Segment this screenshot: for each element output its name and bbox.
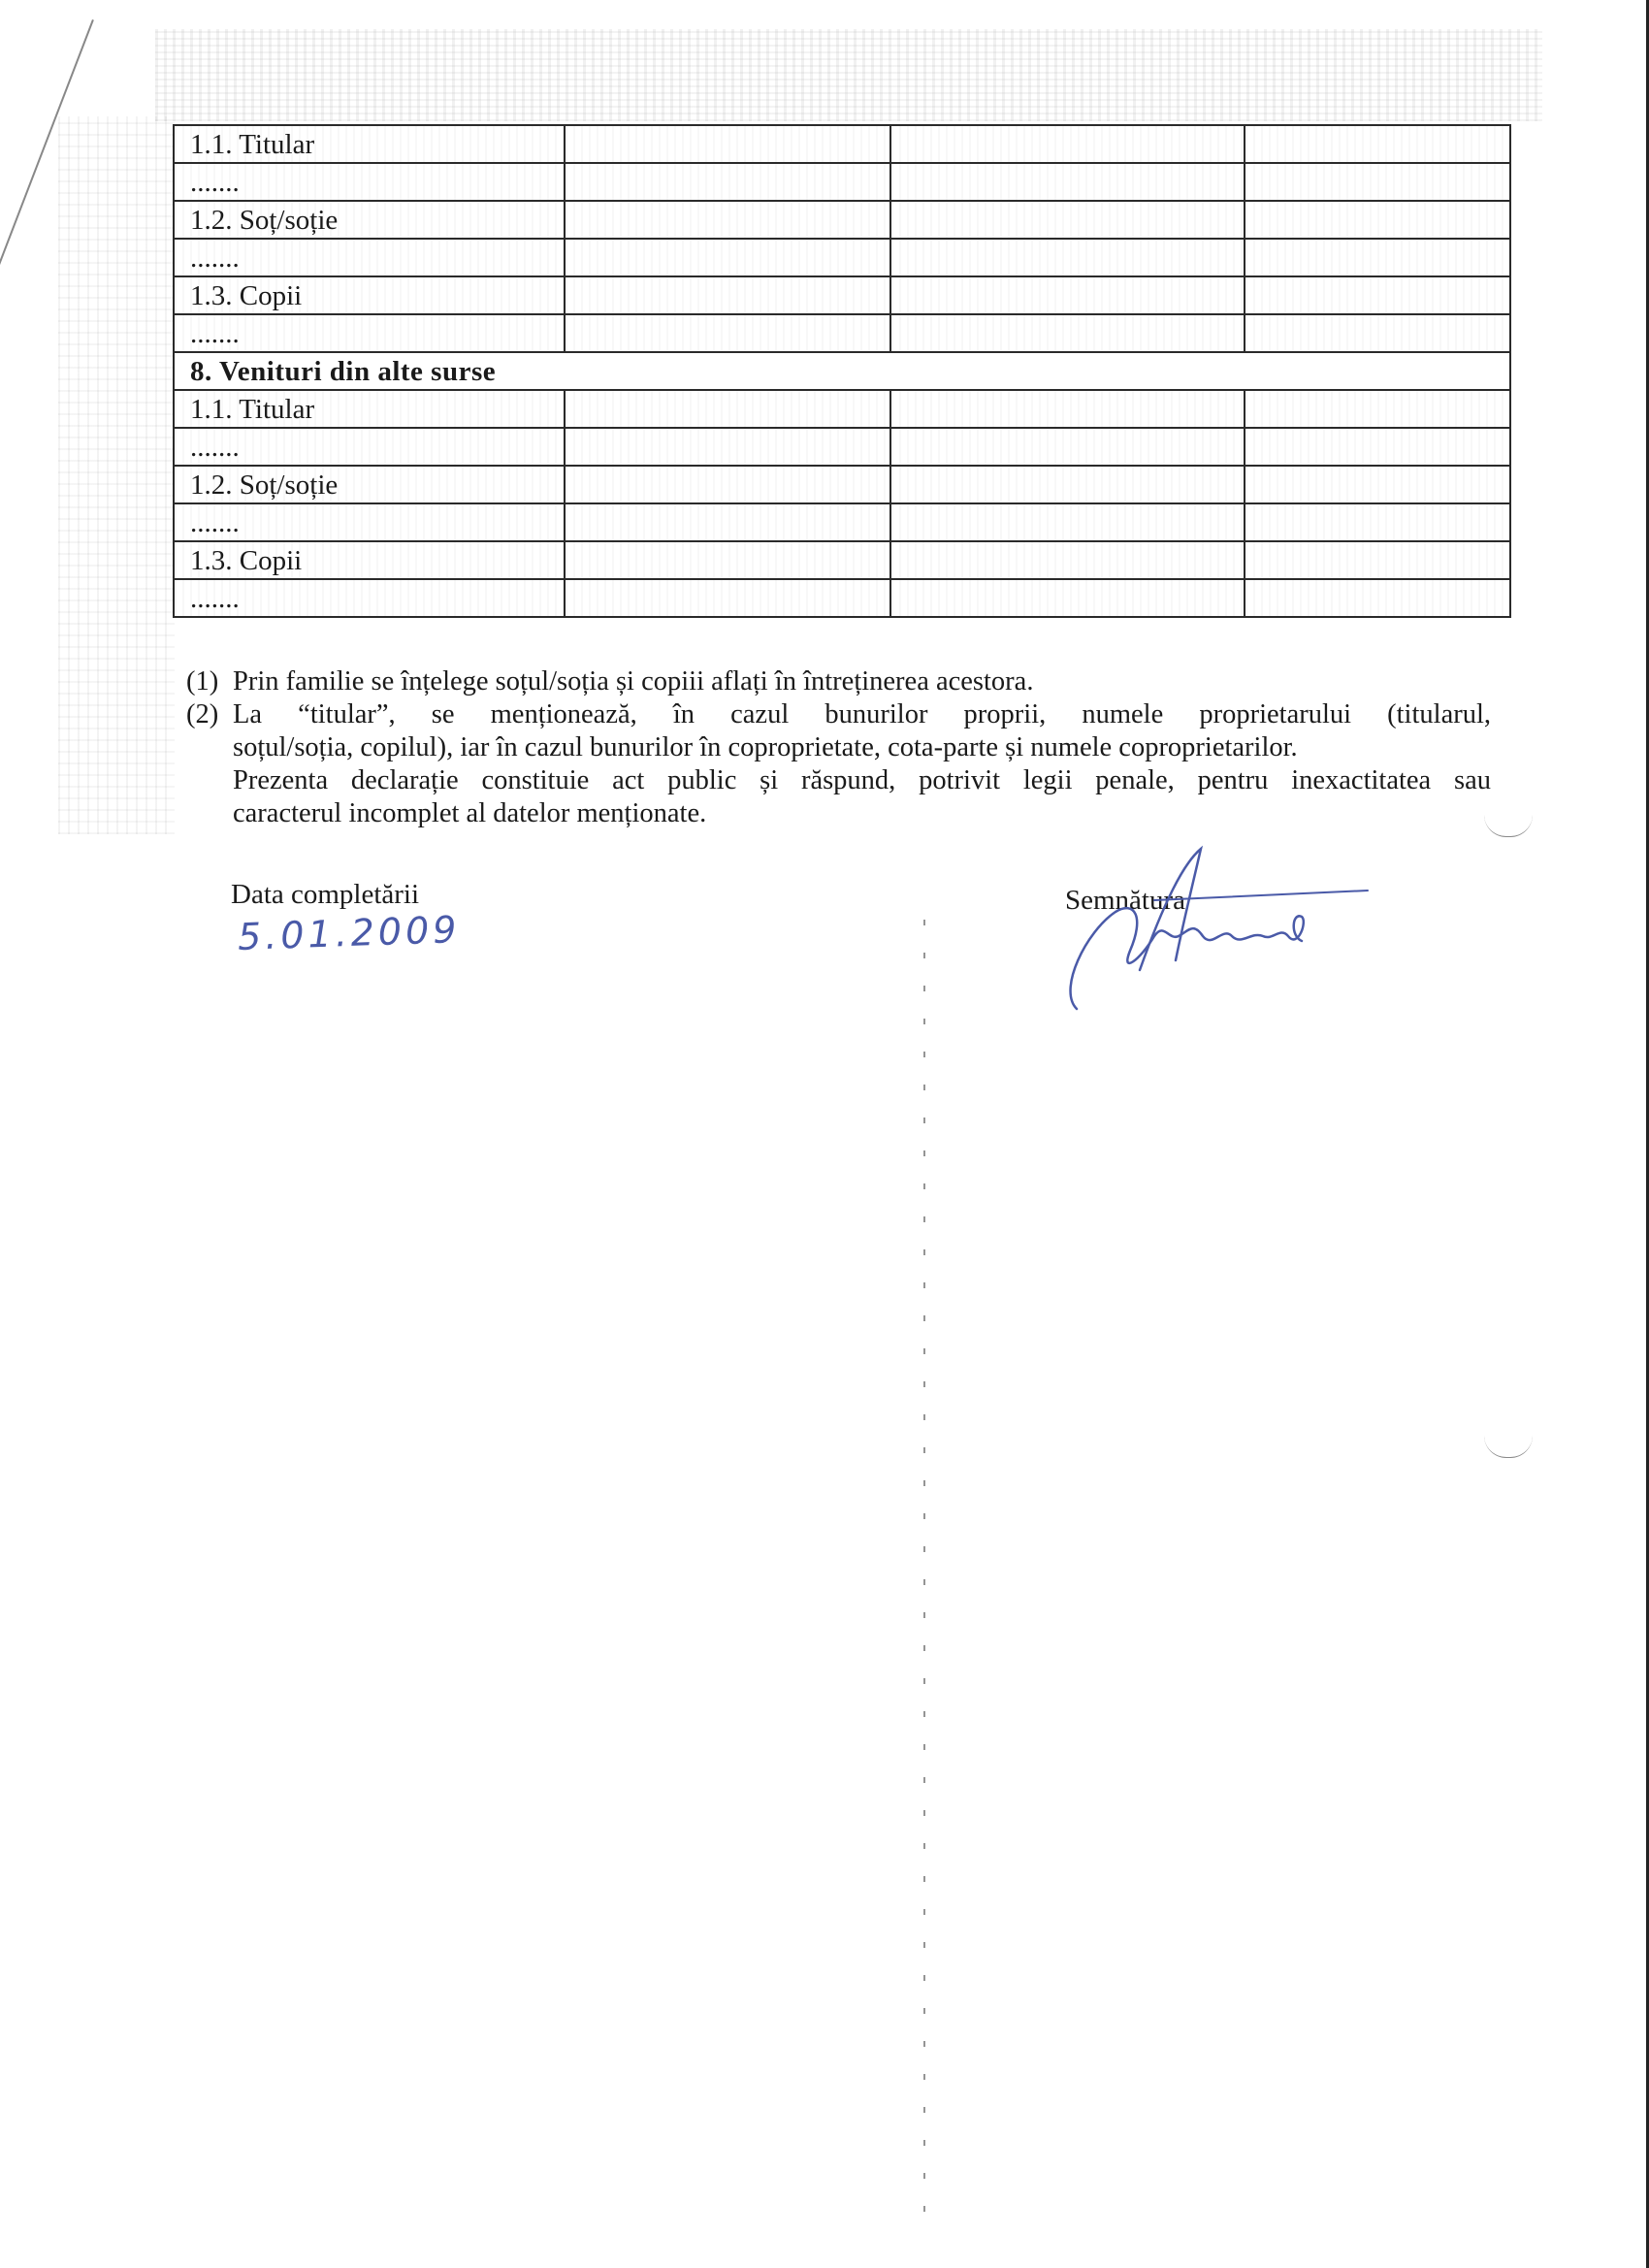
table-cell — [890, 466, 1245, 503]
handwritten-signature — [1048, 844, 1377, 1028]
table-cell — [890, 428, 1245, 466]
table-row — [174, 466, 1510, 503]
row-label: ....... — [174, 503, 565, 541]
table-cell — [890, 503, 1245, 541]
row-label: ....... — [174, 163, 565, 201]
table-row — [174, 125, 1510, 163]
table-cell — [565, 314, 890, 352]
table-cell — [890, 276, 1245, 314]
row-label: 1.3. Copii — [174, 276, 565, 314]
scan-mark — [1484, 1436, 1533, 1458]
table-cell — [1245, 125, 1510, 163]
section-title: 8. Venituri din alte surse — [174, 352, 1510, 390]
statement-line: Prezenta declarație constituie act public și răspund, potrivit legii penale, pentru inexactitatea sau — [233, 765, 1491, 795]
scan-mark — [1484, 815, 1533, 837]
footnote-1 — [186, 665, 1491, 698]
page-fold-line — [923, 902, 925, 2212]
table-cell — [1245, 428, 1510, 466]
table-cell — [1245, 239, 1510, 276]
scan-noise-left — [58, 116, 175, 834]
footnote-text-line: soțul/soția, copilul), iar în cazul bunurilor în coproprietate, cota-parte și numele coproprietarilor. — [233, 732, 1298, 762]
table-cell — [1245, 541, 1510, 579]
table-cell — [890, 541, 1245, 579]
statement-line: caracterul incomplet al datelor menționate. — [233, 798, 707, 828]
table-cell — [565, 125, 890, 163]
table-cell — [890, 579, 1245, 617]
date-label: Data completării — [231, 879, 420, 910]
footnote-text-line: La “titular”, se menționează, în cazul bunurilor proprii, numele proprietarului (titularul, — [233, 699, 1491, 729]
table-cell — [1245, 390, 1510, 428]
row-label: 1.3. Copii — [174, 541, 565, 579]
table-cell — [1245, 579, 1510, 617]
table-cell — [565, 428, 890, 466]
footnote-number: (1) — [186, 666, 219, 697]
table-cell — [565, 503, 890, 541]
footnote-number: (2) — [186, 699, 219, 729]
table-cell — [890, 163, 1245, 201]
table-cell — [565, 239, 890, 276]
footnote-2 — [186, 698, 1491, 731]
row-label: 1.2. Soț/soție — [174, 201, 565, 239]
section-header-row — [174, 352, 1510, 390]
table-cell — [890, 125, 1245, 163]
table-cell — [890, 390, 1245, 428]
signature-label: Semnătura — [1065, 885, 1186, 916]
row-label: 1.2. Soț/soție — [174, 466, 565, 503]
table-cell — [1245, 276, 1510, 314]
table-cell — [1245, 503, 1510, 541]
scan-noise-top — [155, 29, 1542, 121]
row-label: ....... — [174, 579, 565, 617]
table-cell — [565, 163, 890, 201]
table-cell — [1245, 314, 1510, 352]
table-cell — [565, 390, 890, 428]
table-row — [174, 276, 1510, 314]
row-label: ....... — [174, 428, 565, 466]
table-cell — [890, 239, 1245, 276]
table-cell — [890, 201, 1245, 239]
table-row — [174, 579, 1510, 617]
table-row — [174, 503, 1510, 541]
row-label: ....... — [174, 314, 565, 352]
income-table — [173, 124, 1509, 618]
row-label: 1.1. Titular — [174, 390, 565, 428]
row-label: 1.1. Titular — [174, 125, 565, 163]
table-cell — [565, 201, 890, 239]
footnote-2-continued — [186, 731, 1491, 764]
table-row — [174, 201, 1510, 239]
table-cell — [1245, 163, 1510, 201]
table-cell — [1245, 201, 1510, 239]
footnote-text: Prin familie se înțelege soțul/soția și copiii aflați în întreținerea acestora. — [233, 666, 1034, 697]
date-value-handwritten: 5.01.2009 — [237, 908, 462, 958]
table-cell — [1245, 466, 1510, 503]
table-cell — [565, 579, 890, 617]
table-row — [174, 314, 1510, 352]
row-label: ....... — [174, 239, 565, 276]
footnotes — [186, 665, 1491, 830]
table-cell — [565, 466, 890, 503]
table-row — [174, 541, 1510, 579]
table-row — [174, 239, 1510, 276]
table-row — [174, 163, 1510, 201]
table-row — [174, 428, 1510, 466]
table-cell — [890, 314, 1245, 352]
table-cell — [565, 541, 890, 579]
table-cell — [565, 276, 890, 314]
table-row — [174, 390, 1510, 428]
statement — [186, 764, 1491, 830]
